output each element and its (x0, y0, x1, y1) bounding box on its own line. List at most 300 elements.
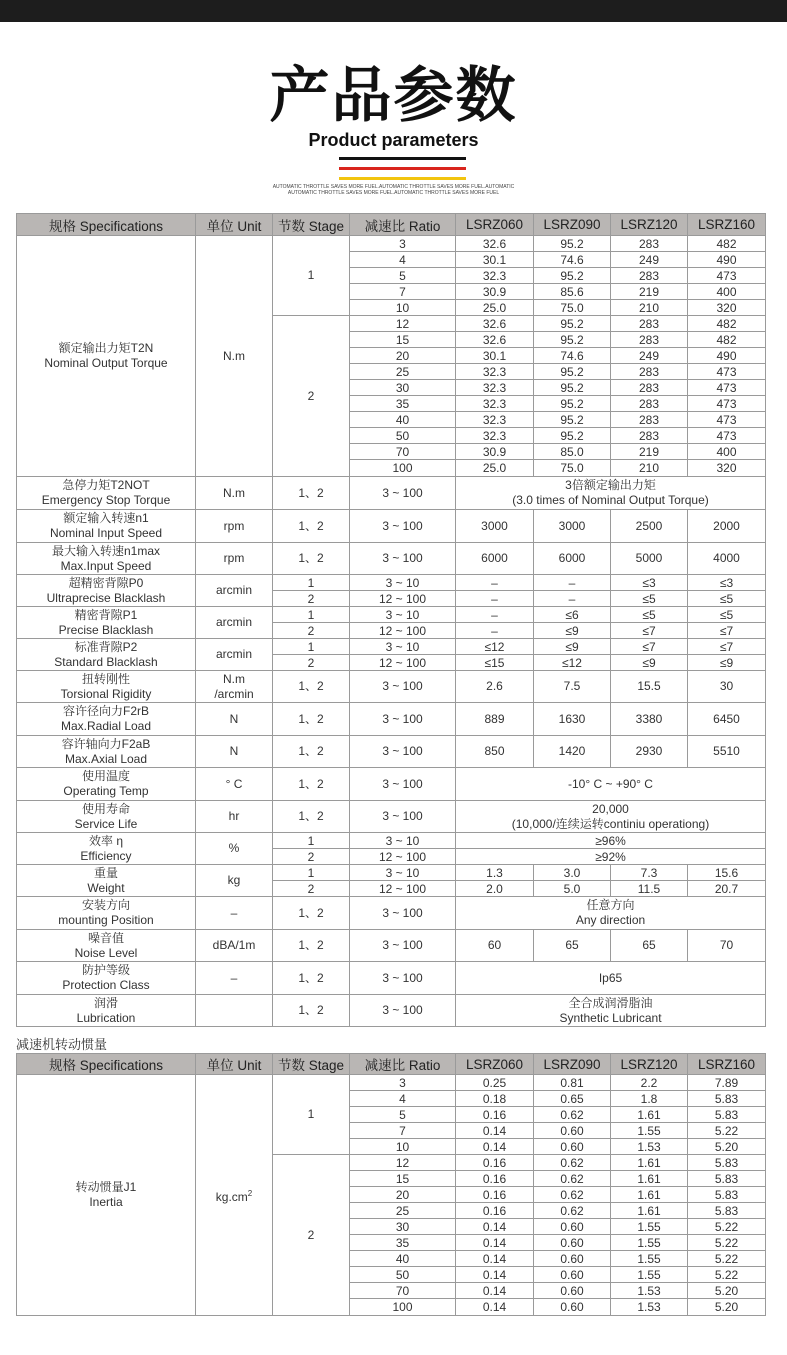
value-cell: 25.0 (456, 300, 534, 316)
value-cell: 1420 (534, 736, 611, 768)
tagline (200, 184, 587, 196)
value-cell: 1630 (534, 703, 611, 736)
stage-cell: 1 (273, 833, 350, 849)
table-row-life (17, 801, 766, 833)
ratio-cell: 3 ~ 100 (350, 995, 456, 1027)
value-cell: ≤6 (534, 607, 611, 623)
value-cell: 32.3 (456, 380, 534, 396)
merged-value-cell: ≥92% (456, 849, 766, 865)
ratio-cell: 25 (350, 364, 456, 380)
value-cell: 95.2 (534, 332, 611, 348)
value-cell: ≤7 (688, 623, 766, 639)
value-cell: 4000 (688, 543, 766, 575)
value-cell: 482 (688, 316, 766, 332)
value-cell: 95.2 (534, 364, 611, 380)
value-cell: 889 (456, 703, 534, 736)
table-row-axial (17, 736, 766, 768)
value-cell: 219 (611, 444, 688, 460)
value-cell: 482 (688, 332, 766, 348)
header-cell: 节数 Stage (273, 1054, 350, 1075)
value-cell: 1.55 (611, 1123, 688, 1139)
stage-cell: 1 (273, 236, 350, 316)
ratio-cell: 100 (350, 460, 456, 477)
stage-cell: 1 (273, 607, 350, 623)
table-row-rigidity (17, 671, 766, 703)
header-cell: 单位 Unit (196, 1054, 273, 1075)
merged-value-cell: -10° C ~ +90° C (456, 768, 766, 801)
table-row-temp (17, 768, 766, 801)
value-cell: 0.60 (534, 1299, 611, 1316)
table-row-efficiency (17, 833, 766, 849)
ratio-cell: 7 (350, 1123, 456, 1139)
table-row (17, 1075, 766, 1091)
table-row-p2 (17, 639, 766, 655)
value-cell: 0.81 (534, 1075, 611, 1091)
ratio-cell: 3 ~ 100 (350, 768, 456, 801)
spec-table (16, 213, 766, 1027)
ratio-cell: 3 ~ 10 (350, 833, 456, 849)
merged-value-cell: 全合成润滑脂油 Synthetic Lubricant (456, 995, 766, 1027)
unit-cell: rpm (196, 543, 273, 575)
value-cell: 0.14 (456, 1219, 534, 1235)
value-cell: 1.55 (611, 1267, 688, 1283)
value-cell: 1.8 (611, 1091, 688, 1107)
row-label: 容许轴向力F2aB Max.Axial Load (17, 736, 196, 768)
ratio-cell: 35 (350, 396, 456, 412)
value-cell: ≤5 (611, 607, 688, 623)
ratio-cell: 3 ~ 100 (350, 801, 456, 833)
row-label: 重量 Weight (17, 865, 196, 897)
value-cell: 1.61 (611, 1187, 688, 1203)
value-cell: 65 (534, 930, 611, 962)
ratio-cell: 40 (350, 1251, 456, 1267)
value-cell: 1.61 (611, 1107, 688, 1123)
stage-cell: 2 (273, 316, 350, 477)
flag-stripe-black (339, 157, 466, 160)
value-cell: 0.14 (456, 1235, 534, 1251)
value-cell: 0.14 (456, 1123, 534, 1139)
value-cell: 850 (456, 736, 534, 768)
stage-cell: 1、2 (273, 736, 350, 768)
value-cell: 1.55 (611, 1251, 688, 1267)
value-cell: ≤7 (688, 639, 766, 655)
value-cell: 7.5 (534, 671, 611, 703)
unit-cell: N.m /arcmin (196, 671, 273, 703)
row-label: 扭转刚性 Torsional Rigidity (17, 671, 196, 703)
value-cell: 30 (688, 671, 766, 703)
top-bar (0, 0, 787, 22)
value-cell: – (534, 591, 611, 607)
value-cell: 283 (611, 236, 688, 252)
unit-cell: N (196, 703, 273, 736)
inertia-table (16, 1053, 766, 1316)
stage-cell: 2 (273, 623, 350, 639)
value-cell: ≤5 (611, 591, 688, 607)
value-cell: 30.1 (456, 252, 534, 268)
value-cell: 0.16 (456, 1187, 534, 1203)
value-cell: 5.22 (688, 1219, 766, 1235)
value-cell: 0.62 (534, 1171, 611, 1187)
table-row-emergency (17, 477, 766, 510)
value-cell: ≤7 (611, 639, 688, 655)
ratio-cell: 3 ~ 100 (350, 671, 456, 703)
ratio-cell: 15 (350, 332, 456, 348)
value-cell: 85.0 (534, 444, 611, 460)
value-cell: 283 (611, 332, 688, 348)
ratio-cell: 12 (350, 1155, 456, 1171)
ratio-cell: 5 (350, 1107, 456, 1123)
value-cell: 0.62 (534, 1155, 611, 1171)
value-cell: 30.1 (456, 348, 534, 364)
stage-cell: 1、2 (273, 768, 350, 801)
row-label: 使用寿命 Service Life (17, 801, 196, 833)
ratio-cell: 50 (350, 428, 456, 444)
value-cell: 20.7 (688, 881, 766, 897)
value-cell: 74.6 (534, 348, 611, 364)
value-cell: 0.60 (534, 1123, 611, 1139)
value-cell: 0.62 (534, 1187, 611, 1203)
table-row-noise (17, 930, 766, 962)
value-cell: 2.6 (456, 671, 534, 703)
merged-value-cell: ≥96% (456, 833, 766, 849)
value-cell: 0.60 (534, 1139, 611, 1155)
value-cell: 70 (688, 930, 766, 962)
value-cell: ≤3 (688, 575, 766, 591)
stage-cell: 1、2 (273, 995, 350, 1027)
merged-value-cell: Ip65 (456, 962, 766, 995)
value-cell: 6000 (534, 543, 611, 575)
value-cell: 1.53 (611, 1283, 688, 1299)
ratio-cell: 4 (350, 252, 456, 268)
stage-cell: 1 (273, 865, 350, 881)
value-cell: 490 (688, 252, 766, 268)
value-cell: – (456, 607, 534, 623)
table-row-weight (17, 865, 766, 881)
stage-cell: 1、2 (273, 510, 350, 543)
table-row-mounting (17, 897, 766, 930)
value-cell: 65 (611, 930, 688, 962)
value-cell: ≤9 (534, 623, 611, 639)
stage-cell: 1 (273, 639, 350, 655)
value-cell: 32.6 (456, 236, 534, 252)
value-cell: – (456, 591, 534, 607)
unit-cell: – (196, 897, 273, 930)
tagline-line-1: AUTOMATIC THROTTLE SAVES MORE FUEL.AUTOMATIC THROTTLE SAVES MORE FUEL.AUTOMATIC (272, 184, 515, 190)
flag-stripe-yellow (339, 177, 466, 180)
value-cell: 5.20 (688, 1299, 766, 1316)
value-cell: 5.22 (688, 1235, 766, 1251)
value-cell: 283 (611, 268, 688, 284)
value-cell: 15.6 (688, 865, 766, 881)
value-cell: 95.2 (534, 396, 611, 412)
value-cell: 320 (688, 300, 766, 316)
value-cell: 15.5 (611, 671, 688, 703)
ratio-cell: 10 (350, 300, 456, 316)
unit-cell: ° C (196, 768, 273, 801)
value-cell: 95.2 (534, 428, 611, 444)
header-cell: 节数 Stage (273, 214, 350, 236)
stage-cell: 2 (273, 591, 350, 607)
value-cell: ≤9 (534, 639, 611, 655)
value-cell: 6450 (688, 703, 766, 736)
ratio-cell: 3 ~ 100 (350, 477, 456, 510)
unit-cell: – (196, 962, 273, 995)
stage-cell: 2 (273, 881, 350, 897)
merged-value-cell: 20,000 (10,000/连续运转continiu operationg) (456, 801, 766, 833)
row-label: 效率 η Efficiency (17, 833, 196, 865)
ratio-cell: 100 (350, 1299, 456, 1316)
ratio-cell: 3 ~ 100 (350, 543, 456, 575)
value-cell: 30.9 (456, 444, 534, 460)
value-cell: 490 (688, 348, 766, 364)
value-cell: 283 (611, 412, 688, 428)
ratio-cell: 4 (350, 1091, 456, 1107)
table-row-protection (17, 962, 766, 995)
value-cell: 0.62 (534, 1107, 611, 1123)
value-cell: 5.83 (688, 1155, 766, 1171)
value-cell: 5.22 (688, 1123, 766, 1139)
value-cell: 60 (456, 930, 534, 962)
unit-cell: $kg.cm^2$ (196, 1075, 273, 1316)
value-cell: 3000 (534, 510, 611, 543)
row-label: 超精密背隙P0 Ultraprecise Blacklash (17, 575, 196, 607)
value-cell: 0.60 (534, 1251, 611, 1267)
value-cell: ≤9 (688, 655, 766, 671)
value-cell: 0.16 (456, 1203, 534, 1219)
value-cell: 400 (688, 444, 766, 460)
stage-cell: 1、2 (273, 477, 350, 510)
header-cell: LSRZ060 (456, 214, 534, 236)
ratio-cell: 30 (350, 1219, 456, 1235)
value-cell: 0.25 (456, 1075, 534, 1091)
value-cell: 32.3 (456, 396, 534, 412)
value-cell: 1.53 (611, 1139, 688, 1155)
table-row-radial (17, 703, 766, 736)
value-cell: ≤7 (611, 623, 688, 639)
value-cell: 5.83 (688, 1187, 766, 1203)
value-cell: 2000 (688, 510, 766, 543)
value-cell: 473 (688, 364, 766, 380)
unit-cell: dBA/1m (196, 930, 273, 962)
value-cell: 5000 (611, 543, 688, 575)
ratio-cell: 3 ~ 10 (350, 639, 456, 655)
header-cell: LSRZ120 (611, 1054, 688, 1075)
stage-cell: 2 (273, 655, 350, 671)
row-label: 容许径向力F2rB Max.Radial Load (17, 703, 196, 736)
ratio-cell: 3 ~ 100 (350, 897, 456, 930)
merged-value-cell: 3倍额定输出力矩 (3.0 times of Nominal Output Torque) (456, 477, 766, 510)
unit-cell (196, 995, 273, 1027)
ratio-cell: 25 (350, 1203, 456, 1219)
value-cell: 5.22 (688, 1251, 766, 1267)
stage-cell: 1、2 (273, 962, 350, 995)
ratio-cell: 70 (350, 1283, 456, 1299)
value-cell: 95.2 (534, 268, 611, 284)
value-cell: 219 (611, 284, 688, 300)
stage-cell: 2 (273, 1155, 350, 1316)
row-label-torque: 额定输出力矩T2N Nominal Output Torque (17, 236, 196, 477)
table-header-row (17, 214, 766, 236)
unit-cell: arcmin (196, 639, 273, 671)
header-cell: 规格 Specifications (17, 1054, 196, 1075)
value-cell: 473 (688, 268, 766, 284)
row-label: 噪音值 Noise Level (17, 930, 196, 962)
value-cell: 2500 (611, 510, 688, 543)
unit-cell: N.m (196, 477, 273, 510)
value-cell: 32.3 (456, 428, 534, 444)
row-label: 最大输入转速n1max Max.Input Speed (17, 543, 196, 575)
value-cell: 1.53 (611, 1299, 688, 1316)
ratio-cell: 3 ~ 100 (350, 962, 456, 995)
tagline-line-2: AUTOMATIC THROTTLE SAVES MORE FUEL.AUTOMATIC THROTTLE SAVES MORE FUEL (287, 190, 500, 196)
value-cell: 25.0 (456, 460, 534, 477)
stage-cell: 1、2 (273, 897, 350, 930)
value-cell: 1.3 (456, 865, 534, 881)
ratio-cell: 40 (350, 412, 456, 428)
value-cell: 75.0 (534, 460, 611, 477)
value-cell: 0.16 (456, 1171, 534, 1187)
row-label-inertia: 转动惯量J1 Inertia (17, 1075, 196, 1316)
value-cell: 0.60 (534, 1283, 611, 1299)
ratio-cell: 3 (350, 236, 456, 252)
ratio-cell: 20 (350, 1187, 456, 1203)
value-cell: 283 (611, 396, 688, 412)
value-cell: 0.14 (456, 1139, 534, 1155)
value-cell: 0.60 (534, 1219, 611, 1235)
unit-cell: % (196, 833, 273, 865)
header-cell: 减速比 Ratio (350, 214, 456, 236)
value-cell: 5.22 (688, 1267, 766, 1283)
header-cell: LSRZ060 (456, 1054, 534, 1075)
row-label: 标准背隙P2 Standard Blacklash (17, 639, 196, 671)
value-cell: 3000 (456, 510, 534, 543)
row-label: 润滑 Lubrication (17, 995, 196, 1027)
ratio-cell: 3 ~ 10 (350, 575, 456, 591)
value-cell: 320 (688, 460, 766, 477)
value-cell: 3380 (611, 703, 688, 736)
ratio-cell: 50 (350, 1267, 456, 1283)
ratio-cell: 20 (350, 348, 456, 364)
value-cell: 32.6 (456, 316, 534, 332)
value-cell: 1.61 (611, 1203, 688, 1219)
header-cell: LSRZ160 (688, 214, 766, 236)
value-cell: 32.6 (456, 332, 534, 348)
unit-cell: hr (196, 801, 273, 833)
value-cell: 6000 (456, 543, 534, 575)
value-cell: 473 (688, 428, 766, 444)
ratio-cell: 3 ~ 10 (350, 865, 456, 881)
value-cell: 7.3 (611, 865, 688, 881)
ratio-cell: 3 ~ 100 (350, 703, 456, 736)
value-cell: 30.9 (456, 284, 534, 300)
ratio-cell: 12 ~ 100 (350, 655, 456, 671)
ratio-cell: 10 (350, 1139, 456, 1155)
table-row-p0 (17, 575, 766, 591)
ratio-cell: 30 (350, 380, 456, 396)
value-cell: 32.3 (456, 364, 534, 380)
value-cell: ≤5 (688, 607, 766, 623)
unit-cell: rpm (196, 510, 273, 543)
inertia-section-title: 减速机转动惯量 (16, 1038, 108, 1053)
value-cell: 0.14 (456, 1299, 534, 1316)
value-cell: 249 (611, 252, 688, 268)
value-cell: 5.20 (688, 1283, 766, 1299)
ratio-cell: 3 ~ 100 (350, 736, 456, 768)
row-label: 额定输入转速n1 Nominal Input Speed (17, 510, 196, 543)
page-subtitle: Product parameters (308, 130, 479, 150)
value-cell: 473 (688, 380, 766, 396)
row-label: 精密背隙P1 Precise Blacklash (17, 607, 196, 639)
row-label: 使用温度 Operating Temp (17, 768, 196, 801)
value-cell: 1.55 (611, 1219, 688, 1235)
value-cell: 400 (688, 284, 766, 300)
value-cell: 1.61 (611, 1155, 688, 1171)
value-cell: 5510 (688, 736, 766, 768)
table-row-p1 (17, 607, 766, 623)
value-cell: ≤5 (688, 591, 766, 607)
value-cell: ≤12 (534, 655, 611, 671)
ratio-cell: 12 ~ 100 (350, 623, 456, 639)
stage-cell: 1 (273, 575, 350, 591)
value-cell: 1.61 (611, 1171, 688, 1187)
ratio-cell: 7 (350, 284, 456, 300)
value-cell: 0.18 (456, 1091, 534, 1107)
value-cell: 0.16 (456, 1107, 534, 1123)
value-cell: 283 (611, 380, 688, 396)
value-cell: 283 (611, 316, 688, 332)
value-cell: 0.62 (534, 1203, 611, 1219)
value-cell: 249 (611, 348, 688, 364)
stage-cell: 1、2 (273, 543, 350, 575)
value-cell: 32.3 (456, 268, 534, 284)
value-cell: 5.83 (688, 1107, 766, 1123)
value-cell: ≤3 (611, 575, 688, 591)
value-cell: 75.0 (534, 300, 611, 316)
table-header-row (17, 1054, 766, 1075)
value-cell: 5.83 (688, 1203, 766, 1219)
header-cell: 规格 Specifications (17, 214, 196, 236)
value-cell: 3.0 (534, 865, 611, 881)
value-cell: ≤12 (456, 639, 534, 655)
value-cell: ≤9 (611, 655, 688, 671)
stage-cell: 1、2 (273, 671, 350, 703)
value-cell: 210 (611, 300, 688, 316)
header-cell: 减速比 Ratio (350, 1054, 456, 1075)
header-cell: 单位 Unit (196, 214, 273, 236)
value-cell: 2.2 (611, 1075, 688, 1091)
ratio-cell: 3 ~ 10 (350, 607, 456, 623)
value-cell: ≤15 (456, 655, 534, 671)
value-cell: 2.0 (456, 881, 534, 897)
table-row-max-speed (17, 543, 766, 575)
stage-cell: 2 (273, 849, 350, 865)
value-cell: 0.16 (456, 1155, 534, 1171)
stage-cell: 1、2 (273, 930, 350, 962)
value-cell: 473 (688, 396, 766, 412)
value-cell: 1.55 (611, 1235, 688, 1251)
ratio-cell: 12 ~ 100 (350, 881, 456, 897)
ratio-cell: 35 (350, 1235, 456, 1251)
value-cell: 0.60 (534, 1267, 611, 1283)
unit-cell: arcmin (196, 607, 273, 639)
row-label: 防护等级 Protection Class (17, 962, 196, 995)
ratio-cell: 3 ~ 100 (350, 930, 456, 962)
value-cell: 210 (611, 460, 688, 477)
unit-cell: arcmin (196, 575, 273, 607)
ratio-cell: 5 (350, 268, 456, 284)
merged-value-cell: 任意方向 Any direction (456, 897, 766, 930)
header-cell: LSRZ120 (611, 214, 688, 236)
